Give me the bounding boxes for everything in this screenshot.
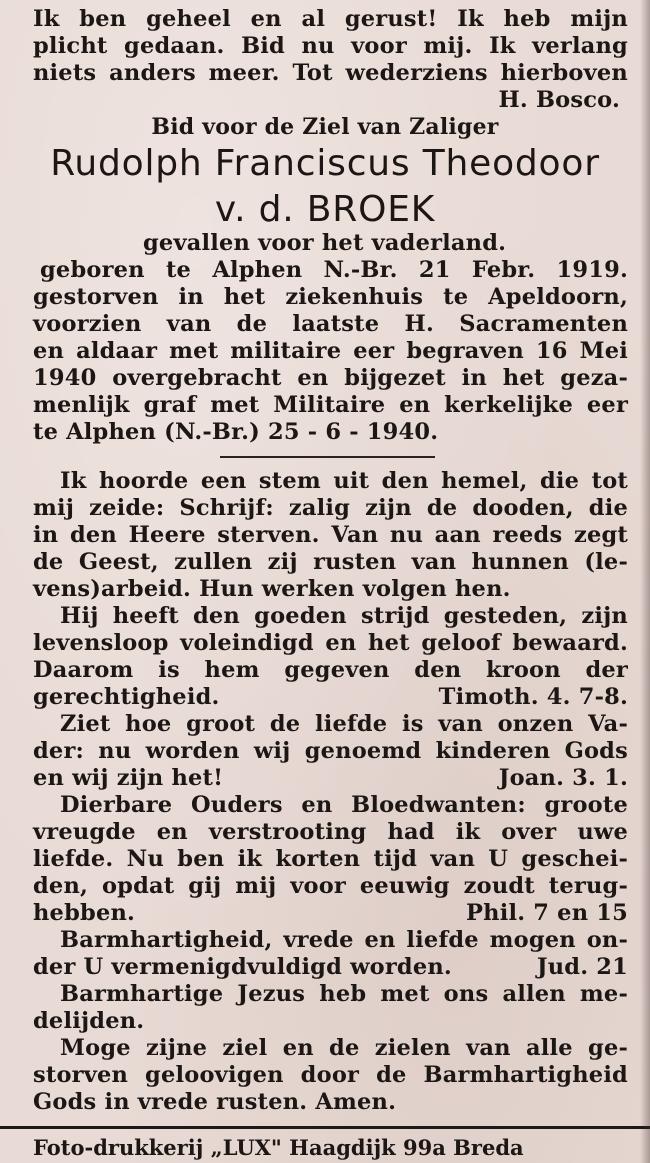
- verse-3-line-2: der: nu worden wij genoemd kinderen Gods: [33, 738, 628, 764]
- verse-5-end: der U vermenigdvuldigd worden.: [33, 954, 452, 980]
- prayer-line: Bid voor de Ziel van Zaliger: [151, 114, 499, 140]
- bio-line-2: gestorven in het ziekenhuis te Apeldoorn,: [33, 284, 628, 310]
- divider: [220, 456, 435, 458]
- verse-4-line-1: Dierbare Ouders en Bloedwanten: groote: [60, 792, 628, 818]
- verse-3-line-1: Ziet hoe groot de liefde is van onzen Va-: [60, 711, 628, 737]
- footer-rule: [0, 1126, 650, 1129]
- verse-3-end: en wij zijn het!: [33, 765, 224, 791]
- bio-line-5: 1940 overgebracht en bijgezet in het geza-: [33, 365, 628, 391]
- verse-1-line-5: vens)arbeid. Hun werken volgen hen.: [33, 576, 511, 602]
- quote-line-1: Ik ben geheel en al gerust! Ik heb mijn: [33, 6, 628, 32]
- verse-4-end: hebben.: [33, 900, 136, 926]
- verse-1-line-2: mij zeide: Schrijf: zalig zijn de dooden, die: [33, 495, 628, 521]
- printer-imprint: Foto-drukkerij „LUX" Haagdijk 99a Breda: [33, 1135, 524, 1160]
- verse-6-line-1: Barmhartige Jezus heb met ons allen me-: [60, 981, 628, 1007]
- verse-2-line-3: Daarom is hem gegeven den kroon der: [33, 657, 628, 683]
- verse-7-line-3: Gods in vrede rusten. Amen.: [33, 1089, 397, 1115]
- verse-5-line-1: Barmhartigheid, vrede en liefde mogen on-: [60, 927, 628, 953]
- bio-line-6: menlijk graf met Militaire en kerkelijke eer: [33, 392, 628, 418]
- verse-4-reference: Phil. 7 en 15: [466, 900, 628, 926]
- verse-2-end: gerechtigheid.: [33, 684, 220, 710]
- verse-4-line-4: den, opdat gij mij voor eeuwig zoudt terug-: [33, 873, 628, 899]
- quote-line-2: plicht gedaan. Bid nu voor mij. Ik verlang: [33, 33, 628, 59]
- card-edge-shadow: [640, 0, 650, 1163]
- quote-line-3: niets anders meer. Tot wederziens hierboven: [33, 60, 628, 86]
- verse-7-line-2: storven geloovigen door de Barmhartigheid: [33, 1062, 628, 1088]
- verse-2-line-1: Hij heeft den goeden strijd gesteden, zijn: [60, 603, 628, 629]
- deceased-name-line-1: Rudolph Franciscus Theodoor: [50, 143, 600, 184]
- bio-line-4: en aldaar met militaire eer begraven 16 Mei: [33, 338, 628, 364]
- bio-line-7: te Alphen (N.-Br.) 25 - 6 - 1940.: [33, 419, 439, 445]
- verse-2-reference: Timoth. 4. 7-8.: [438, 684, 628, 710]
- verse-4-line-3: liefde. Nu ben ik korten tijd van U geschei-: [33, 846, 628, 872]
- bio-line-3: voorzien van de laatste H. Sacramenten: [33, 311, 628, 337]
- verse-1-line-1: Ik hoorde een stem uit den hemel, die tot: [60, 468, 628, 494]
- verse-5-reference: Jud. 21: [536, 954, 628, 980]
- fallen-line: gevallen voor het vaderland.: [143, 230, 507, 256]
- verse-1-line-4: de Geest, zullen zij rusten van hunnen (le-: [33, 549, 628, 575]
- verse-2-line-2: levensloop voleindigd en het geloof bewaard.: [33, 630, 628, 656]
- verse-4-line-2: vreugde en verstrooting had ik over uwe: [33, 819, 628, 845]
- quote-author: H. Bosco.: [498, 87, 620, 113]
- verse-3-reference: Joan. 3. 1.: [498, 765, 628, 791]
- verse-7-line-1: Moge zijne ziel en de zielen van alle ge-: [60, 1035, 628, 1061]
- bio-line-1: geboren te Alphen N.-Br. 21 Febr. 1919.: [40, 257, 628, 283]
- verse-1-line-3: in den Heere sterven. Van nu aan reeds zegt: [33, 522, 628, 548]
- verse-6-end: delijden.: [33, 1008, 145, 1034]
- deceased-name-line-2: v. d. BROEK: [214, 189, 436, 230]
